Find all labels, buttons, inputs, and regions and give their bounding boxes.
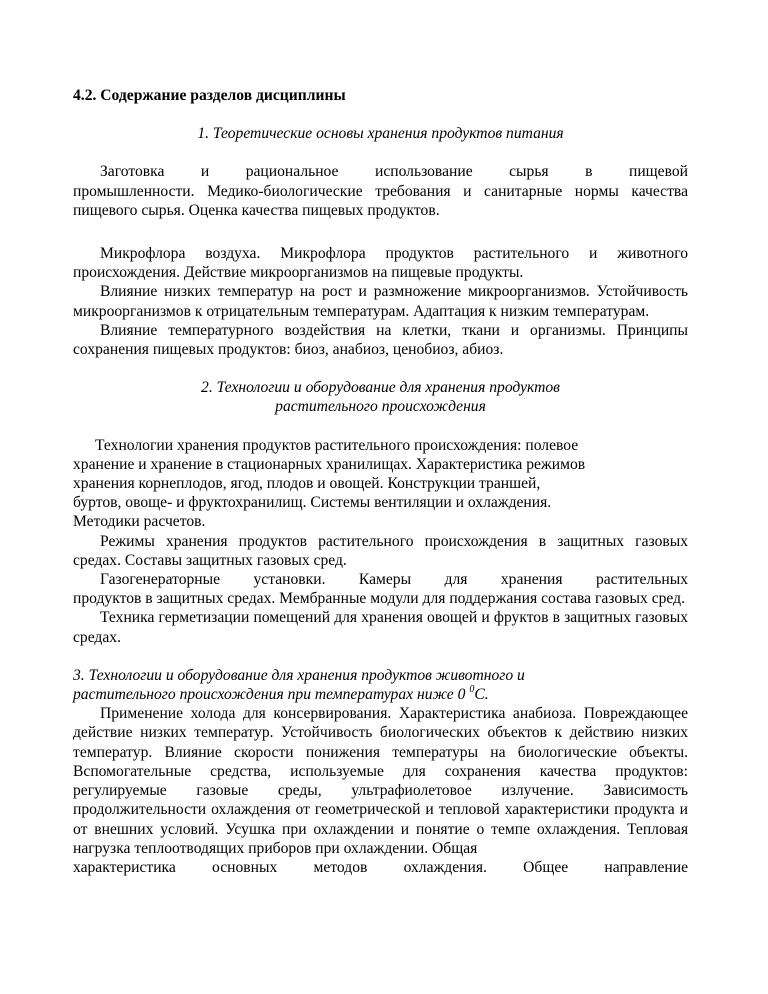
section-3-paragraph-1: Применение холода для консервирования. Характеристика анабиоза. Повреждающее действие низких температур. Устойчивость биологических объектов к действию низких температур. Влияние скорости понижения температуры на биологические объекты. Вспомогательные средства, используемые для сохранения качества продуктов: регулируемые газовые среды, ультрафиолетовое излучение. Зависимость продолжительности охлаждения от геометрической и тепловой характеристики продукта и от внешних условий. Усушка при охлаждении и понятие о темпе охлаждения. Тепловая нагрузка теплоотводящих приборов при охлаждении. Общая — [73, 705, 688, 857]
section-1-paragraph-3: Влияние низких температур на рост и размножение микроорганизмов. Устойчивость микроорганизмов к отрицательным температурам. Адаптация к низким температурам. — [73, 283, 688, 320]
section-1-paragraph-1-line-1: Заготовка и рациональное использование сырья в пищевой — [100, 163, 688, 181]
section-1-paragraph-1-rest: промышленности. Медико-биологические требования и санитарные нормы качества пищевого сырья. Оценка качества пищевых продуктов. — [73, 182, 688, 219]
section-3-heading-line-2 — [73, 685, 688, 704]
section-3-heading-text: растительного происхождения при температурах ниже 0 — [73, 686, 470, 704]
section-2-paragraph-4: Техника герметизации помещений для хранения овощей и фруктов в защитных газовых средах. — [73, 609, 688, 646]
document-page — [73, 86, 688, 877]
section-3-heading-unit: С. — [474, 686, 489, 704]
section-2-paragraph-1-line-4: буртов, овоще- и фруктохранилищ. Системы вентиляции и охлаждения. — [73, 494, 552, 512]
degree-superscript: 0 — [469, 683, 475, 695]
section-2-paragraph-1-line-1: Технологии хранения продуктов растительного происхождения: полевое — [95, 436, 579, 454]
section-2-paragraph-3-rest: продуктов в защитных средах. Мембранные модули для поддержания состава газовых сред. — [73, 590, 685, 608]
section-1-heading: 1. Теоретические основы хранения продуктов питания — [197, 125, 564, 143]
page-title: 4.2. Содержание разделов дисциплины — [73, 87, 346, 104]
section-2-paragraph-1-line-3: хранения корнеплодов, ягод, плодов и овощей. Конструкции траншей, — [73, 475, 541, 493]
section-3-heading-line-1: 3. Технологии и оборудование для хранения продуктов животного и — [73, 666, 525, 684]
section-2-paragraph-2: Режимы хранения продуктов растительного происхождения в защитных газовых средах. Составы защитных газовых сред. — [73, 532, 688, 569]
section-2-heading-line-1: 2. Технологии и оборудование для хранения продуктов — [201, 379, 560, 397]
section-2-paragraph-1-line-5: Методики расчетов. — [73, 513, 206, 531]
section-2-paragraph-1-line-2: хранение и хранение в стационарных хранилищах. Характеристика режимов — [73, 455, 586, 473]
section-1-paragraph-4: Влияние температурного воздействия на клетки, ткани и организмы. Принципы сохранения пищевых продуктов: биоз, анабиоз, ценобиоз, абиоз. — [73, 321, 688, 359]
section-2-paragraph-3-line-1: Газогенераторные установки. Камеры для хранения растительных — [100, 571, 688, 589]
section-1-paragraph-2: Микрофлора воздуха. Микрофлора продуктов растительного и животного происхождения. Действие микроорганизмов на пищевые продукты. — [73, 245, 688, 282]
section-2-heading-line-2: растительного происхождения — [275, 398, 486, 416]
section-3-paragraph-1-last-line: характеристика основных методов охлаждения. Общее направление — [73, 858, 688, 876]
